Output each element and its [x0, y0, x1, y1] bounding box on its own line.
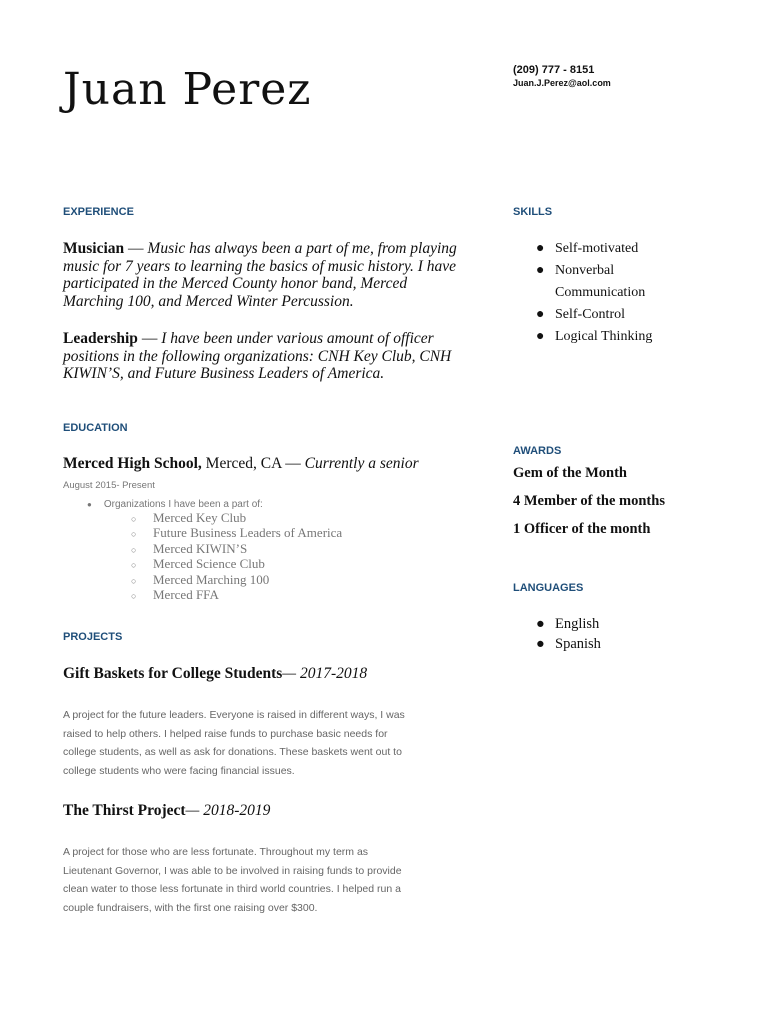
education-dates: August 2015- Present [63, 480, 155, 491]
experience-desc-line: Marching 100, and Merced Winter Percussion. [63, 292, 354, 310]
list-item: ○ Merced Science Club [131, 556, 265, 572]
award-item: 4 Member of the months [513, 493, 665, 509]
experience-desc-line: positions in the following organizations: CNH Key Club, CNH [63, 347, 452, 365]
bullet-icon: ● [536, 636, 545, 652]
award-item: Gem of the Month [513, 465, 627, 481]
circle-bullet-icon: ○ [131, 544, 137, 555]
project-title-line [63, 665, 367, 683]
education-school-line [63, 455, 419, 473]
awards-heading: AWARDS [513, 445, 562, 457]
skills-heading: SKILLS [513, 206, 553, 218]
languages-list [533, 614, 601, 654]
circle-bullet-icon: ○ [131, 575, 137, 586]
list-item: ● Logical Thinking [533, 326, 652, 348]
circle-bullet-icon: ○ [131, 560, 137, 571]
experience-item-musician: Musician — Music has always been a part of me, from playing music for 7 years to learning the basics of music history. I have participated in the Merced County honor band, Merced Marching 100, and Merced Winter Percussion. [63, 240, 483, 310]
experience-desc-line: participated in the Merced County honor band, Merced [63, 275, 408, 292]
experience-desc-line: music for 7 years to learning the basics of music history. I have [63, 257, 457, 275]
contact-block [513, 64, 611, 88]
experience-item-leadership: Leadership — I have been under various amount of officer positions in the following organizations: CNH Key Club, CNH KIWIN’S, and Future Business Leaders of America. [63, 330, 483, 383]
list-item: ○ Merced Key Club [131, 510, 247, 525]
phone-number: (209) 777 - 8151 [513, 64, 595, 76]
list-item: ● English [533, 614, 601, 634]
experience-heading: EXPERIENCE [63, 206, 134, 218]
school-status: Currently a senior [304, 455, 419, 472]
experience-desc-line: KIWIN’S, and Future Business Leaders of America. [63, 365, 385, 382]
circle-bullet-icon: ○ [131, 529, 137, 540]
experience-title: Leadership [63, 330, 138, 347]
bullet-icon: ● [536, 263, 545, 278]
circle-bullet-icon: ○ [131, 514, 137, 524]
list-item: ● Self-motivated [533, 238, 652, 260]
list-item: ● Spanish [533, 634, 601, 654]
languages-heading: LANGUAGES [513, 582, 584, 594]
skills-list [533, 238, 652, 348]
circle-bullet-icon: ○ [131, 591, 137, 602]
experience-desc-line: Music has always been a part of me, from playing [147, 240, 457, 257]
list-item: ● Self-Control [533, 304, 652, 326]
experience-desc-line: I have been under various amount of officer [161, 330, 434, 347]
project-title: The Thirst Project [63, 802, 186, 819]
project-description: A project for the future leaders. Everyone is raised in different ways, I was raised to help others. I helped raise funds to purchase basic needs for college students, as well as ask for donations. These baskets went out to college students who were facing financial issues. [63, 709, 405, 778]
list-item: ● Nonverbal [533, 260, 652, 282]
orgs-list [131, 511, 342, 603]
project-description: A project for those who are less fortunate. Throughout my term as Lieutenant Governor, I was able to be involved in raising funds to provide clean water to those less fortunate in third world countries. I helped run a couple fundraisers, with the first one raising over $300. [63, 846, 402, 915]
list-item: ○ Future Business Leaders of America [131, 525, 343, 541]
list-item: ○ Merced KIWIN’S [131, 540, 248, 556]
email-address: Juan.J.Perez@aol.com [513, 78, 611, 88]
school-location: Merced, CA — [201, 455, 305, 472]
bullet-icon: ● [536, 241, 545, 256]
resume-name: Juan Perez [63, 64, 312, 115]
bullet-icon: ● [536, 616, 545, 632]
list-item-continuation: Communication [555, 285, 646, 300]
bullet-icon: ● [536, 307, 545, 322]
bullet-icon: ● [87, 500, 92, 509]
project-title-line [63, 802, 270, 820]
list-item: ○ Merced Marching 100 [131, 571, 270, 587]
school-name: Merced High School, [63, 455, 202, 472]
project-dates: — 2018-2019 [185, 802, 271, 819]
education-heading: EDUCATION [63, 422, 128, 434]
project-title: Gift Baskets for College Students [63, 665, 283, 682]
experience-title: Musician [63, 240, 125, 257]
project-dates: — 2017-2018 [282, 665, 368, 682]
projects-heading: PROJECTS [63, 631, 123, 643]
award-item: 1 Officer of the month [513, 521, 651, 537]
bullet-icon: ● [536, 329, 545, 344]
orgs-label: ● Organizations I have been a part of: [87, 499, 263, 510]
list-item: ○ Merced FFA [131, 587, 219, 603]
